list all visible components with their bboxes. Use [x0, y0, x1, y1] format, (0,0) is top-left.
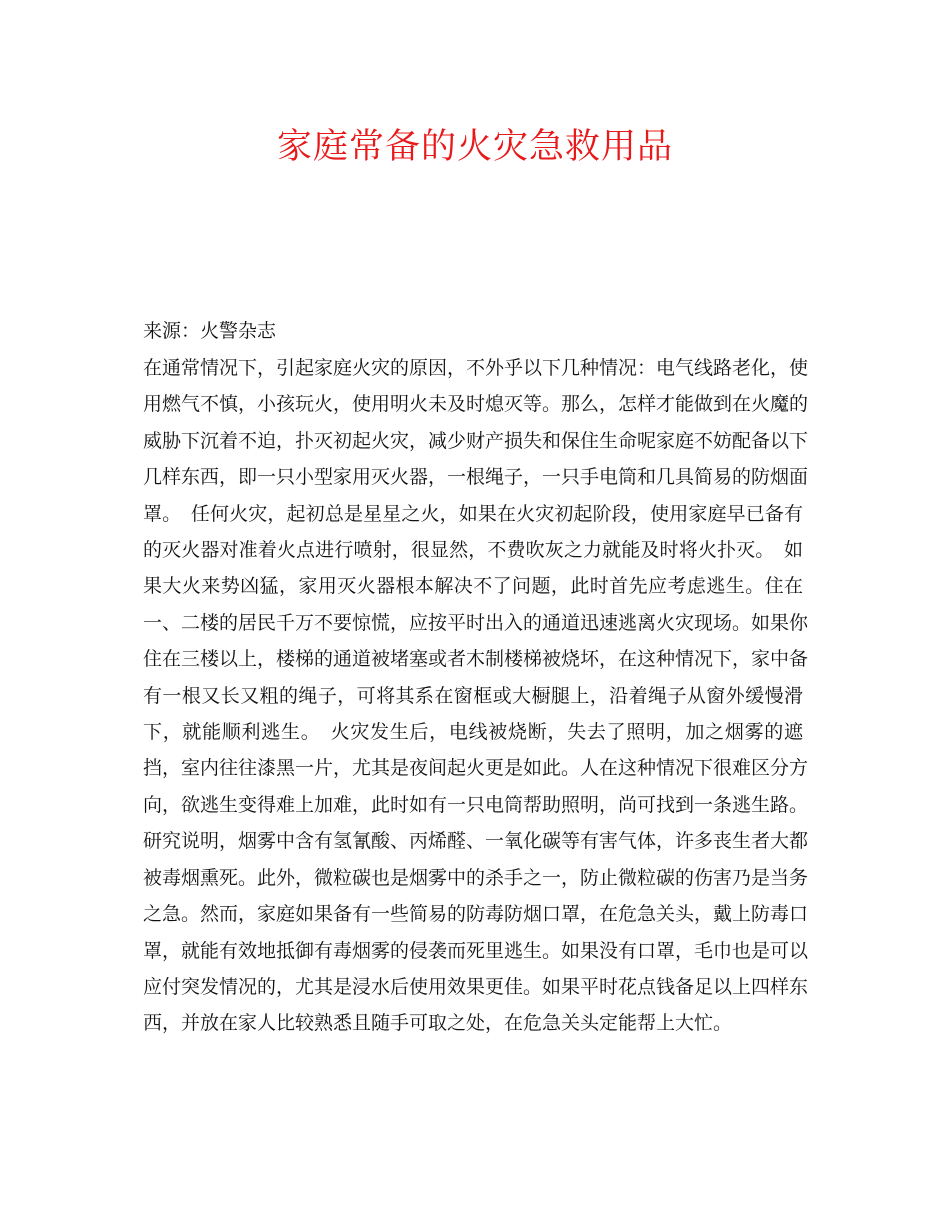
body-line: 威胁下沉着不迫，扑灭初起火灾，减少财产损失和保住生命呢家庭不妨配备以下 [143, 429, 809, 452]
body-line: 应付突发情况的，尤其是浸水后使用效果更佳。如果平时花点钱备足以上四样东 [143, 975, 809, 998]
document-title: 家庭常备的火灾急救用品 [276, 127, 673, 167]
body-line: 住在三楼以上，楼梯的通道被堵塞或者木制楼梯被烧坏，在这种情况下，家中备 [143, 648, 809, 671]
body-line: 用燃气不慎，小孩玩火，使用明火未及时熄灭等。那么，怎样才能做到在火魔的 [143, 393, 809, 416]
body-line: 被毒烟熏死。此外，微粒碳也是烟雾中的杀手之一，防止微粒碳的伤害乃是当务 [143, 866, 809, 889]
source-line: 来源：火警杂志 [143, 320, 277, 342]
body-line: 向，欲逃生变得难上加难，此时如有一只电筒帮助照明，尚可找到一条逃生路。 [143, 793, 809, 816]
body-line: 几样东西，即一只小型家用灭火器，一根绳子，一只手电筒和几具简易的防烟面 [143, 466, 809, 489]
body-line: 研究说明，烟雾中含有氢氰酸、丙烯醛、一氧化碳等有害气体，许多丧生者大都 [143, 830, 809, 853]
body-line: 的灭火器对准着火点进行喷射，很显然，不费吹灰之力就能及时将火扑灭。 如 [143, 539, 803, 562]
body-line: 果大火来势凶猛，家用灭火器根本解决不了问题，此时首先应考虑逃生。住在 [143, 575, 803, 598]
body-line: 罩。 任何火灾，起初总是星星之火，如果在火灾初起阶段，使用家庭早已备有 [143, 502, 803, 525]
body-line: 一、二楼的居民千万不要惊慌，应按平时出入的通道迅速逃离火灾现场。如果你 [143, 611, 809, 634]
body-line: 之急。然而，家庭如果备有一些简易的防毒防烟口罩，在危急关头，戴上防毒口 [143, 903, 809, 926]
body-line: 罩，就能有效地抵御有毒烟雾的侵袭而死里逃生。如果没有口罩，毛巾也是可以 [143, 939, 809, 962]
body-line: 西，并放在家人比较熟悉且随手可取之处，在危急关头定能帮上大忙。 [143, 1012, 733, 1035]
body-line: 下，就能顺利逃生。 火灾发生后，电线被烧断，失去了照明，加之烟雾的遮 [143, 721, 803, 744]
body-line: 有一根又长又粗的绳子，可将其系在窗框或大橱腿上，沿着绳子从窗外缓慢滑 [143, 684, 803, 707]
body-line: 挡，室内往往漆黑一片，尤其是夜间起火更是如此。人在这种情况下很难区分方 [143, 757, 809, 780]
body-paragraph [143, 350, 809, 1042]
body-line: 在通常情况下，引起家庭火灾的原因，不外乎以下几种情况：电气线路老化，使 [143, 357, 809, 379]
